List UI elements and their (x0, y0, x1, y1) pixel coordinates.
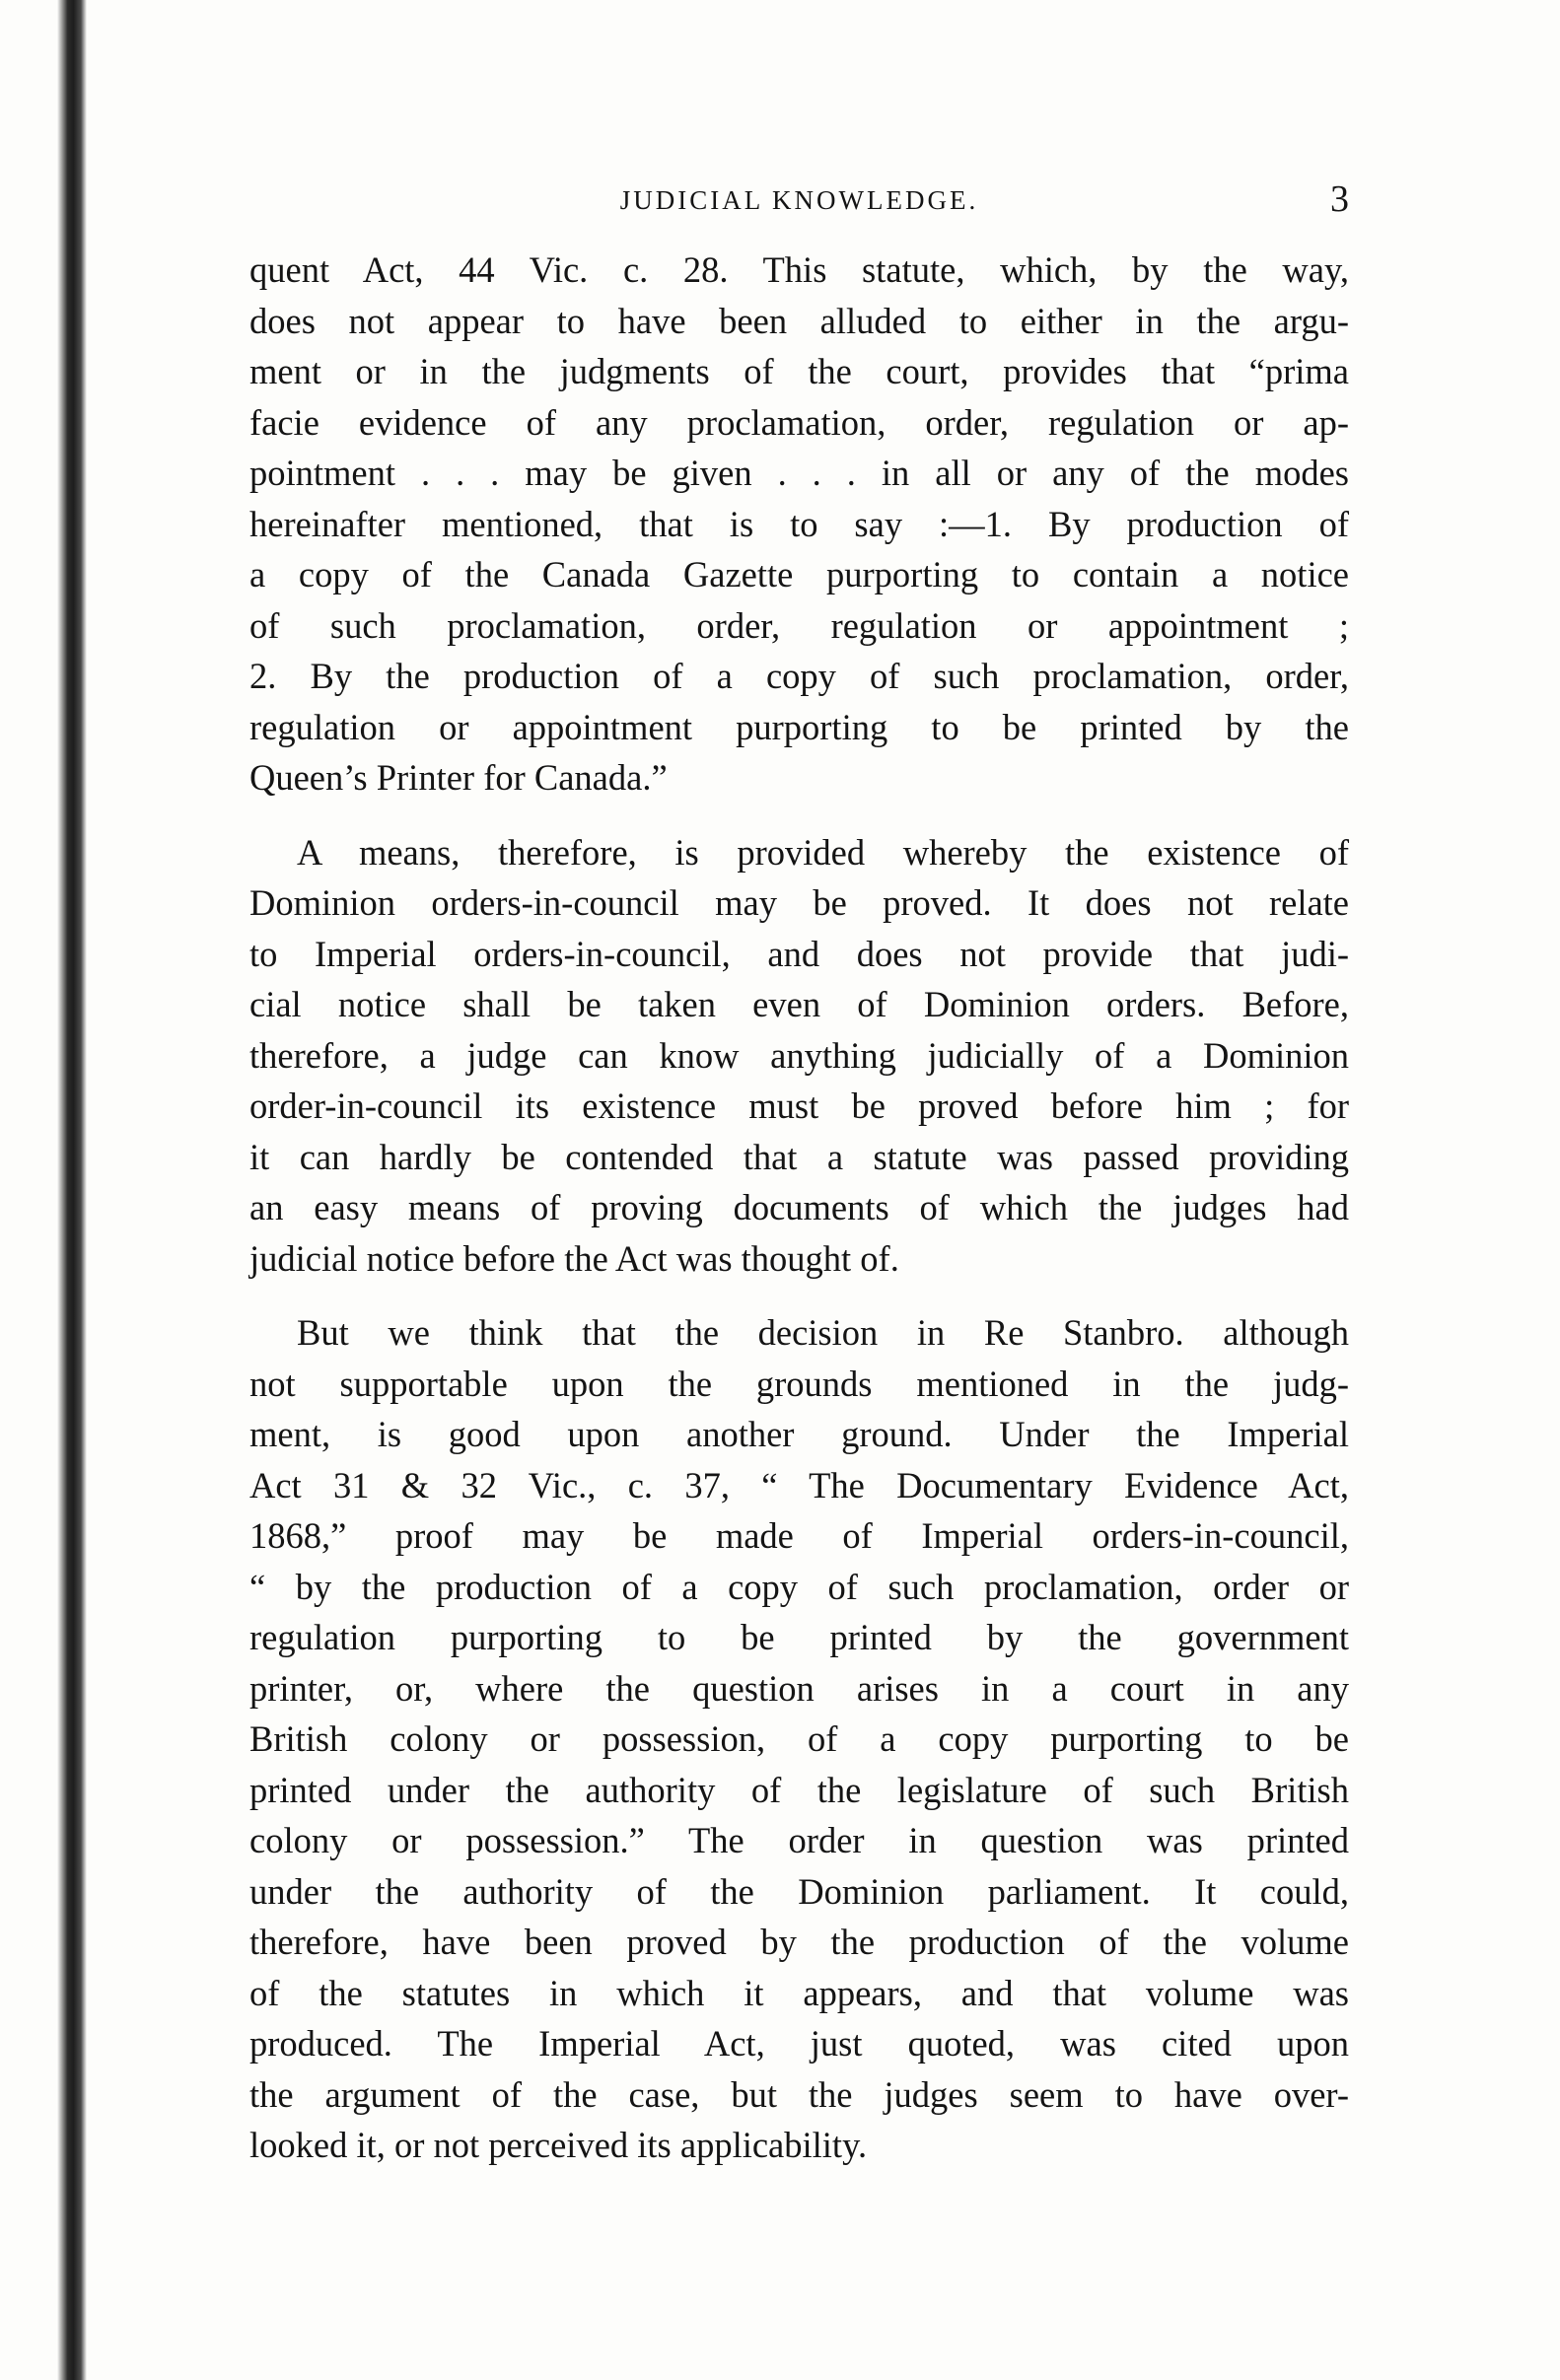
paragraph-3 (249, 1307, 1349, 2171)
text-line: Dominion orders-in-council may be proved. It does not relate (249, 882, 1349, 923)
book-binding-edge (57, 0, 87, 2380)
text-line: Queen’s Printer for Canada.” (249, 757, 668, 798)
text-line: pointment . . . may be given . . . in all or any of the modes (249, 453, 1349, 493)
text-line: 1868,” proof may be made of Imperial orders-in-council, (249, 1515, 1349, 1556)
text-line: of the statutes in which it appears, and that volume was (249, 1972, 1349, 2013)
text-line: quent Act, 44 Vic. c. 28. This statute, which, by the way, (249, 249, 1349, 290)
page-number: 3 (1330, 178, 1349, 220)
book-page (249, 177, 1349, 2195)
text-line: ment or in the judgments of the court, provides that “prima (249, 351, 1349, 391)
text-line: therefore, a judge can know anything judicially of a Dominion (249, 1034, 1349, 1076)
text-line: under the authority of the Dominion parliament. It could, (249, 1870, 1349, 1912)
text-line: of such proclamation, order, regulation or appointment ; (249, 604, 1349, 646)
text-line: therefore, have been proved by the production of the volume (249, 1922, 1349, 1962)
text-line: order-in-council its existence must be proved before him ; for (249, 1085, 1349, 1126)
text-line: does not appear to have been alluded to either in the argu- (249, 300, 1349, 341)
text-line: it can hardly be contended that a statute was passed providing (249, 1136, 1349, 1177)
text-line: produced. The Imperial Act, just quoted, was cited upon (249, 2023, 1349, 2064)
running-title: JUDICIAL KNOWLEDGE. (619, 185, 979, 215)
text-line: “ by the production of a copy of such proclamation, order or (249, 1566, 1349, 1607)
text-line: to Imperial orders-in-council, and does not provide that judi- (249, 933, 1349, 974)
text-line: an easy means of proving documents of which the judges had (249, 1187, 1349, 1227)
text-line: British colony or possession, of a copy purporting to be (249, 1718, 1349, 1759)
text-line: a copy of the Canada Gazette purporting to contain a notice (249, 554, 1349, 595)
text-line: But we think that the decision in Re Stanbro. although (297, 1312, 1349, 1353)
text-line: 2. By the production of a copy of such proclamation, order, (249, 656, 1349, 696)
text-line: colony or possession.” The order in question was printed (249, 1820, 1349, 1860)
text-line: printed under the authority of the legislature of such British (249, 1769, 1349, 1810)
text-line: not supportable upon the grounds mentioned in the judg- (249, 1363, 1349, 1404)
text-line: looked it, or not perceived its applicability. (249, 2125, 868, 2165)
paragraph-2 (249, 827, 1349, 1285)
text-line: the argument of the case, but the judges seem to have over- (249, 2073, 1349, 2115)
text-line: regulation or appointment purporting to be printed by the (249, 706, 1349, 747)
running-head (249, 177, 1349, 227)
text-line: A means, therefore, is provided whereby the existence of (297, 831, 1349, 873)
text-line: facie evidence of any proclamation, order, regulation or ap- (249, 401, 1349, 443)
text-line: hereinafter mentioned, that is to say :—1. By production of (249, 503, 1349, 544)
text-line: ment, is good upon another ground. Under the Imperial (249, 1414, 1349, 1454)
text-line: regulation purporting to be printed by the government (249, 1617, 1349, 1657)
text-line: judicial notice before the Act was thought of. (249, 1237, 899, 1279)
text-line: Act 31 & 32 Vic., c. 37, “ The Documentary Evidence Act, (249, 1464, 1349, 1505)
text-line: cial notice shall be taken even of Dominion orders. Before, (249, 984, 1349, 1024)
paragraph-1 (249, 245, 1349, 804)
text-line: printer, or, where the question arises in a court in any (249, 1667, 1349, 1709)
